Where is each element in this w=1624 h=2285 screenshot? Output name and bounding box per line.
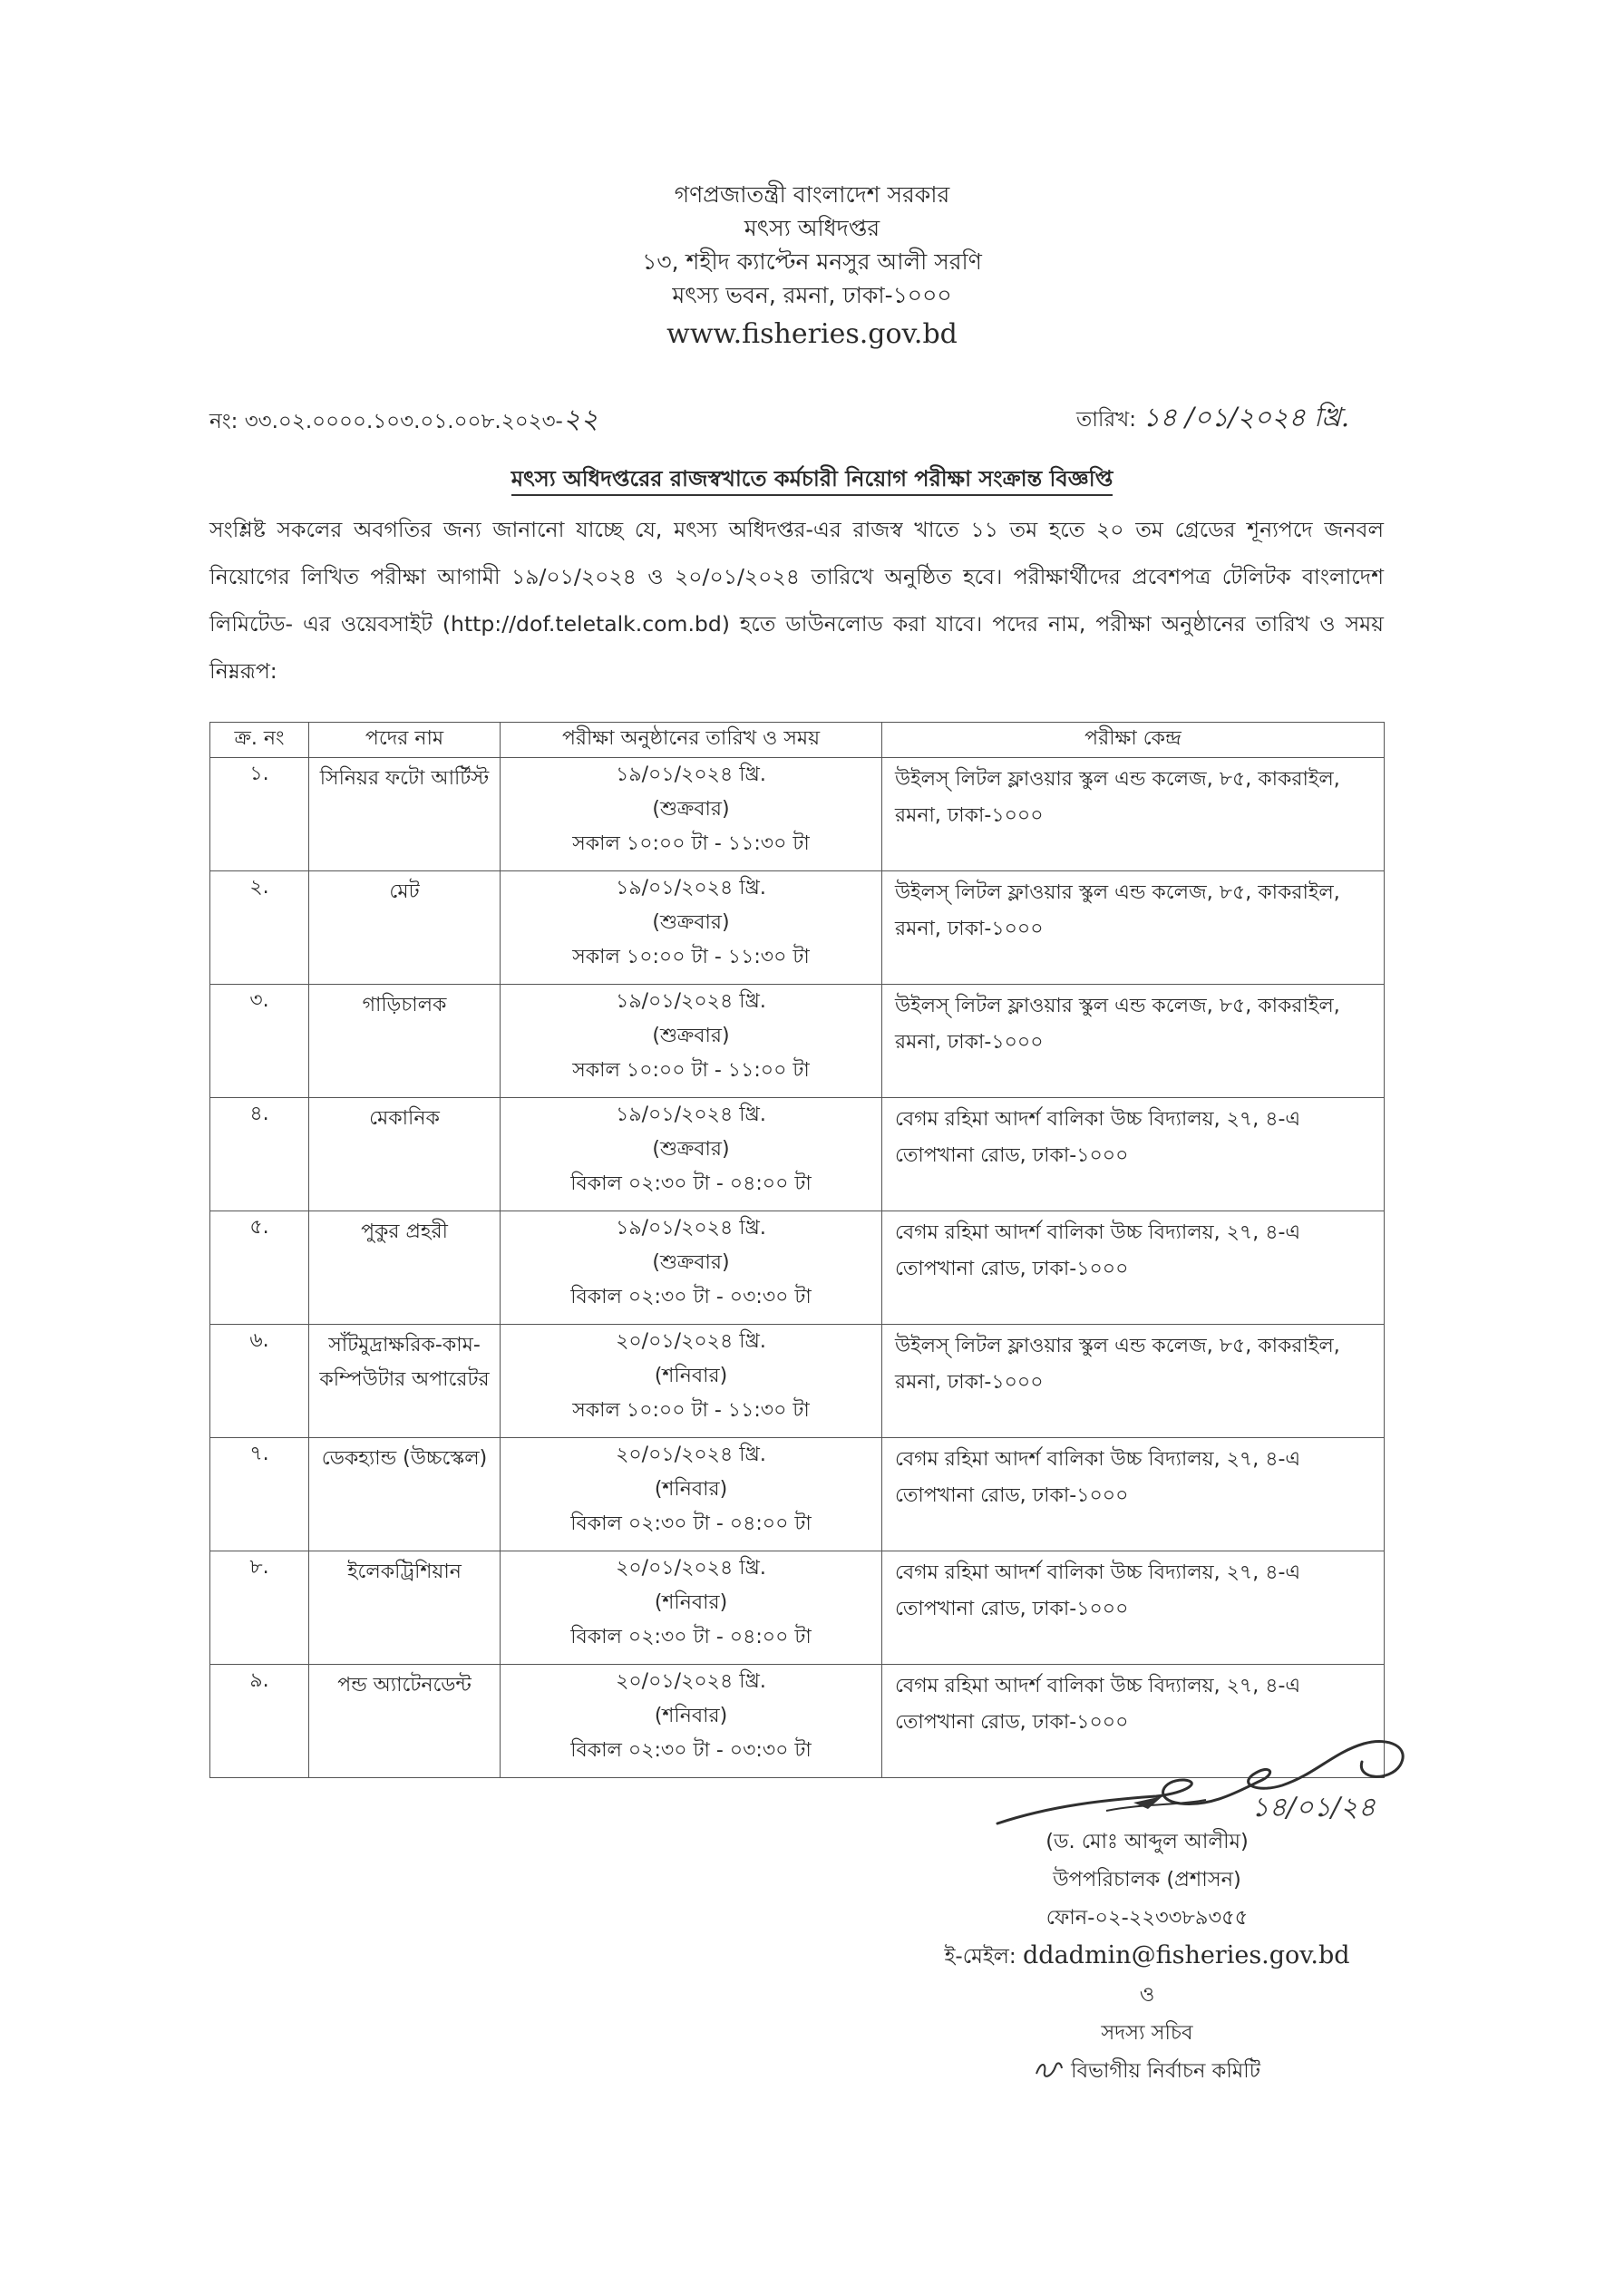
row-post: গাড়িচালক xyxy=(309,985,501,1098)
row-post: পুকুর প্রহরী xyxy=(309,1211,501,1325)
row-date: ১৯/০১/২০২৪ খ্রি. xyxy=(616,763,766,786)
row-time: বিকাল ০২:৩০ টা - ০৩:৩০ টা xyxy=(570,1739,812,1762)
row-post: সিনিয়র ফটো আর্টিস্ট xyxy=(309,758,501,871)
govt-name: গণপ্রজাতন্ত্রী বাংলাদেশ সরকার xyxy=(674,181,950,208)
row-date: ১৯/০১/২০২৪ খ্রি. xyxy=(616,990,766,1013)
table-row xyxy=(210,1325,1385,1438)
row-post: ইলেকট্রিশিয়ান xyxy=(309,1551,501,1665)
row-date-time xyxy=(501,758,882,871)
row-serial: ৬. xyxy=(210,1325,309,1438)
row-exam-center: উইলস্ লিটল ফ্লাওয়ার স্কুল এন্ড কলেজ, ৮৫, কাকরাইল, রমনা, ঢাকা-১০০০ xyxy=(882,871,1385,985)
table-row xyxy=(210,1438,1385,1551)
conjunction: ও xyxy=(1139,1983,1155,2007)
row-time: সকাল ১০:০০ টা - ১১:০০ টা xyxy=(572,1059,810,1082)
row-date: ২০/০১/২০২৪ খ্রি. xyxy=(616,1444,766,1466)
row-date: ২০/০১/২০২৪ খ্রি. xyxy=(616,1670,766,1693)
committee-name: বিভাগীয় নির্বাচন কমিটি xyxy=(907,2052,1387,2090)
memo-date-label: তারিখ: xyxy=(1076,408,1137,432)
row-serial: ৮. xyxy=(210,1551,309,1665)
table-row xyxy=(210,758,1385,871)
row-serial: ২. xyxy=(210,871,309,985)
row-exam-center: উইলস্ লিটল ফ্লাওয়ার স্কুল এন্ড কলেজ, ৮৫, কাকরাইল, রমনা, ঢাকা-১০০০ xyxy=(882,758,1385,871)
row-date: ১৯/০১/২০২৪ খ্রি. xyxy=(616,1217,766,1240)
header-serial: ক্র. নং xyxy=(210,723,309,758)
table-body xyxy=(210,758,1385,1778)
row-exam-center: বেগম রহিমা আদর্শ বালিকা উচ্চ বিদ্যালয়, ২৭, ৪-এ তোপখানা রোড, ঢাকা-১০০০ xyxy=(882,1098,1385,1211)
row-day: (শনিবার) xyxy=(654,1591,728,1614)
row-serial: ৭. xyxy=(210,1438,309,1551)
row-exam-center: বেগম রহিমা আদর্শ বালিকা উচ্চ বিদ্যালয়, ২৭, ৪-এ তোপখানা রোড, ঢাকা-১০০০ xyxy=(882,1438,1385,1551)
row-day: (শুক্রবার) xyxy=(652,911,730,934)
row-serial: ৯. xyxy=(210,1665,309,1778)
row-day: (শুক্রবার) xyxy=(652,1251,730,1274)
signatory-phone: ফোন-০২-২২৩৩৮৯৩৫৫ xyxy=(1045,1906,1249,1930)
row-date-time xyxy=(501,985,882,1098)
signature-block xyxy=(907,1823,1387,2090)
table-row xyxy=(210,985,1385,1098)
memo-number-handwritten: ২২ xyxy=(562,404,598,435)
row-date: ২০/০১/২০২৪ খ্রি. xyxy=(616,1557,766,1580)
row-exam-center: উইলস্ লিটল ফ্লাওয়ার স্কুল এন্ড কলেজ, ৮৫, কাকরাইল, রমনা, ঢাকা-১০০০ xyxy=(882,1325,1385,1438)
memo-number xyxy=(209,397,598,443)
signatory-designation: উপপরিচালক (প্রশাসন) xyxy=(1053,1868,1241,1891)
row-date-time xyxy=(501,1098,882,1211)
address-city: মৎস্য ভবন, রমনা, ঢাকা-১০০০ xyxy=(672,282,952,308)
row-day: (শুক্রবার) xyxy=(652,798,730,821)
row-date: ১৯/০১/২০২৪ খ্রি. xyxy=(616,1104,766,1126)
header-post: পদের নাম xyxy=(309,723,501,758)
row-time: সকাল ১০:০০ টা - ১১:৩০ টা xyxy=(572,946,810,968)
row-date-time xyxy=(501,1325,882,1438)
row-time: সকাল ১০:০০ টা - ১১:৩০ টা xyxy=(572,832,810,855)
letterhead xyxy=(0,178,1624,355)
address-line: ১৩, শহীদ ক্যাপ্টেন মনসুর আলী সরণি xyxy=(642,248,982,275)
signature-date: ১৪/০১/২৪ xyxy=(1251,1792,1376,1823)
row-date-time xyxy=(501,1211,882,1325)
table-row xyxy=(210,871,1385,985)
memo-number-prefix: নং: ৩৩.০২.০০০০.১০৩.০১.০০৮.২০২৩- xyxy=(209,410,563,433)
row-time: বিকাল ০২:৩০ টা - ০৩:৩০ টা xyxy=(570,1286,812,1308)
row-time: বিকাল ০২:৩০ টা - ০৪:০০ টা xyxy=(570,1172,812,1195)
signatory-email-line xyxy=(907,1937,1387,1976)
row-date: ২০/০১/২০২৪ খ্রি. xyxy=(616,1330,766,1353)
notice-body: সংশ্লিষ্ট সকলের অবগতির জন্য জানানো যাচ্ছে যে, মৎস্য অধিদপ্তর-এর রাজস্ব খাতে ১১ তম হতে ২০ তম গ্রেডের শূন্যপদে জনবল নিয়োগের লিখিত পরীক্ষা আগামী ১৯/০১/২০২৪ ও ২০/০১/২০২৪ তারিখে অনুষ্ঠিত হবে। পরীক্ষার্থীদের প্রবেশপত্র টেলিটক বাংলাদেশ লিমিটেড- এর ওয়েবসাইট (http://dof.teletalk.com.bd) হতে ডাউনলোড করা যাবে। পদের নাম, পরীক্ষা অনুষ্ঠানের তারিখ ও সময় নিম্নরূপ: xyxy=(209,517,1384,684)
row-day: (শনিবার) xyxy=(654,1478,728,1501)
header-exam-center: পরীক্ষা কেন্দ্র xyxy=(882,723,1385,758)
row-time: বিকাল ০২:৩০ টা - ০৪:০০ টা xyxy=(570,1626,812,1648)
row-exam-center: বেগম রহিমা আদর্শ বালিকা উচ্চ বিদ্যালয়, ২৭, ৪-এ তোপখানা রোড, ঢাকা-১০০০ xyxy=(882,1211,1385,1325)
header-date-time: পরীক্ষা অনুষ্ঠানের তারিখ ও সময় xyxy=(501,723,882,758)
department-name: মৎস্য অধিদপ্তর xyxy=(744,215,880,241)
table-row xyxy=(210,1551,1385,1665)
signatory-name: (ড. মোঃ আব্দুল আলীম) xyxy=(1045,1830,1249,1853)
row-time: সকাল ১০:০০ টা - ১১:৩০ টা xyxy=(572,1399,810,1422)
committee-role: সদস্য সচিব xyxy=(1101,2021,1193,2045)
row-serial: ৪. xyxy=(210,1098,309,1211)
exam-schedule-table xyxy=(209,722,1385,1778)
table-header-row xyxy=(210,723,1385,758)
row-day: (শনিবার) xyxy=(654,1365,728,1387)
row-serial: ১. xyxy=(210,758,309,871)
row-exam-center: উইলস্ লিটল ফ্লাওয়ার স্কুল এন্ড কলেজ, ৮৫, কাকরাইল, রমনা, ঢাকা-১০০০ xyxy=(882,985,1385,1098)
notice-subject: মৎস্য অধিদপ্তরের রাজস্বখাতে কর্মচারী নিয়োগ পরীক্ষা সংক্রান্ত বিজ্ঞপ্তি xyxy=(0,462,1624,499)
row-date-time xyxy=(501,1665,882,1778)
row-date: ১৯/০১/২০২৪ খ্রি. xyxy=(616,877,766,899)
row-day: (শুক্রবার) xyxy=(652,1138,730,1161)
row-post: পন্ড অ্যাটেনডেন্ট xyxy=(309,1665,501,1778)
initial-mark-icon xyxy=(1034,2057,1065,2081)
row-exam-center: বেগম রহিমা আদর্শ বালিকা উচ্চ বিদ্যালয়, ২৭, ৪-এ তোপখানা রোড, ঢাকা-১০০০ xyxy=(882,1665,1385,1778)
row-serial: ৫. xyxy=(210,1211,309,1325)
row-day: (শুক্রবার) xyxy=(652,1025,730,1047)
table-row xyxy=(210,1211,1385,1325)
row-day: (শনিবার) xyxy=(654,1705,728,1727)
row-date-time xyxy=(501,1551,882,1665)
row-post: ডেকহ্যান্ড (উচ্চস্কেল) xyxy=(309,1438,501,1551)
row-time: বিকাল ০২:৩০ টা - ০৪:০০ টা xyxy=(570,1512,812,1535)
row-date-time xyxy=(501,871,882,985)
row-post: মেট xyxy=(309,871,501,985)
row-date-time xyxy=(501,1438,882,1551)
row-post: সাঁটমুদ্রাক্ষরিক-কাম-কম্পিউটার অপারেটর xyxy=(309,1325,501,1438)
website-url: www.fisheries.gov.bd xyxy=(666,318,958,350)
signatory-email: ddadmin@fisheries.gov.bd xyxy=(1023,1941,1350,1969)
row-serial: ৩. xyxy=(210,985,309,1098)
memo-date-value: ১৪ /০১/২০২৪ খ্রি. xyxy=(1143,402,1350,433)
table-row xyxy=(210,1098,1385,1211)
row-exam-center: বেগম রহিমা আদর্শ বালিকা উচ্চ বিদ্যালয়, ২৭, ৪-এ তোপখানা রোড, ঢাকা-১০০০ xyxy=(882,1551,1385,1665)
memo-date xyxy=(1076,397,1349,442)
row-post: মেকানিক xyxy=(309,1098,501,1211)
email-label: ই-মেইল: xyxy=(944,1945,1016,1969)
